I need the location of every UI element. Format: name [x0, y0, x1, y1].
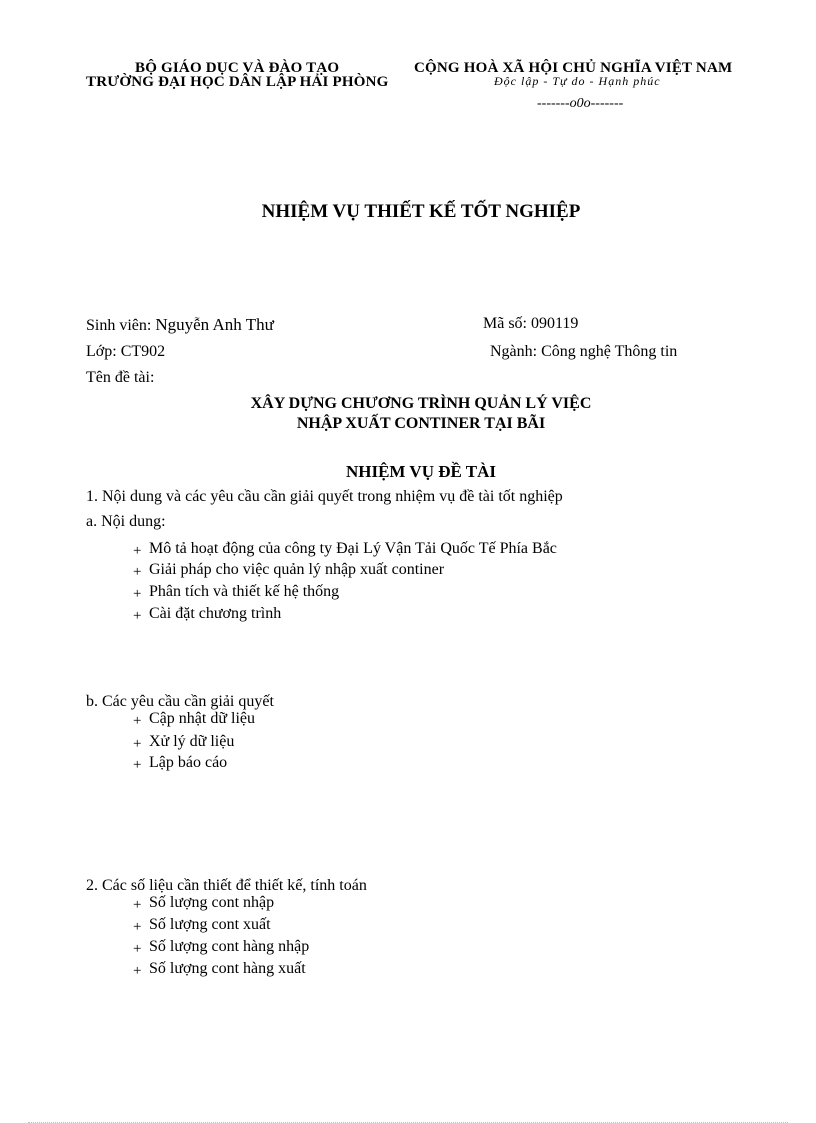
data-item	[133, 916, 271, 936]
class-label: Lớp:	[86, 343, 117, 360]
content-item-text: Phân tích và thiết kế hệ thống	[149, 583, 340, 600]
student-name-value: Nguyễn Anh Thư	[155, 315, 274, 334]
class-value: CT902	[120, 343, 166, 360]
plus-bullet-icon: +	[133, 757, 142, 773]
topic-line-2: NHẬP XUẤT CONTINER TẠI BÃI	[296, 415, 546, 432]
section-1-title: 1. Nội dung và các yêu cầu cần giải quyết trong nhiệm vụ đề tài tốt nghiệp	[86, 488, 563, 505]
content-item	[133, 605, 281, 625]
republic-name: CỘNG HOÀ XÃ HỘI CHỦ NGHĨA VIỆT NAM	[414, 60, 733, 76]
content-item	[133, 583, 339, 603]
requirement-item	[133, 754, 227, 774]
student-id-label: Mã số:	[483, 315, 527, 332]
plus-bullet-icon: +	[133, 919, 142, 935]
data-item	[133, 960, 306, 980]
plus-bullet-icon: +	[133, 963, 142, 979]
plus-bullet-icon: +	[133, 941, 142, 957]
plus-bullet-icon: +	[133, 564, 142, 580]
plus-bullet-icon: +	[133, 713, 142, 729]
class-row	[86, 343, 165, 361]
requirement-item-text: Lập báo cáo	[149, 754, 228, 771]
national-motto: Độc lập - Tự do - Hạnh phúc	[494, 74, 661, 88]
requirement-item	[133, 710, 255, 730]
plus-bullet-icon: +	[133, 586, 142, 602]
content-label: a. Nội dung:	[86, 513, 166, 530]
plus-bullet-icon: +	[133, 897, 142, 913]
data-item-text: Số lượng cont hàng nhập	[149, 938, 310, 955]
section-2-title: 2. Các số liệu cần thiết để thiết kế, tính toán	[86, 877, 367, 894]
data-item-text: Số lượng cont nhập	[149, 894, 275, 911]
major-label: Ngành:	[490, 343, 538, 360]
data-item-text: Số lượng cont xuất	[149, 916, 271, 933]
page-title: NHIỆM VỤ THIẾT KẾ TỐT NGHIỆP	[261, 201, 581, 222]
student-id-row	[483, 315, 578, 333]
requirement-item-text: Cập nhật dữ liệu	[149, 710, 255, 727]
requirement-item-text: Xử lý dữ liệu	[149, 733, 235, 750]
tasks-heading: NHIỆM VỤ ĐỀ TÀI	[345, 462, 497, 481]
data-item-text: Số lượng cont hàng xuất	[149, 960, 306, 977]
major-value: Công nghệ Thông tin	[541, 343, 678, 360]
content-item-text: Mô tả hoạt động của công ty Đại Lý Vận Tải Quốc Tế Phía Bắc	[149, 540, 557, 557]
content-item-text: Cài đặt chương trình	[149, 605, 282, 622]
plus-bullet-icon: +	[133, 608, 142, 624]
content-item-text: Giải pháp cho việc quản lý nhập xuất continer	[149, 561, 445, 578]
school-name: TRƯỜNG ĐẠI HỌC DÂN LẬP HẢI PHÒNG	[86, 74, 389, 90]
ministry-name: BỘ GIÁO DỤC VÀ ĐÀO TẠO	[135, 60, 340, 76]
data-item	[133, 938, 309, 958]
header-separator: -------o0o-------	[537, 96, 624, 111]
plus-bullet-icon: +	[133, 543, 142, 559]
plus-bullet-icon: +	[133, 736, 142, 752]
requirements-label: b. Các yêu cầu cần giải quyết	[86, 693, 274, 710]
content-item	[133, 540, 557, 560]
student-name-label: Sinh viên:	[86, 317, 152, 334]
data-item	[133, 894, 274, 914]
student-name-row	[86, 315, 274, 335]
student-id-value: 090119	[531, 315, 579, 332]
topic-label: Tên đề tài:	[86, 369, 155, 386]
content-item	[133, 561, 444, 581]
requirement-item	[133, 733, 234, 753]
topic-line-1: XÂY DỰNG CHƯƠNG TRÌNH QUẢN LÝ VIỆC	[250, 395, 592, 412]
major-row	[490, 343, 677, 361]
